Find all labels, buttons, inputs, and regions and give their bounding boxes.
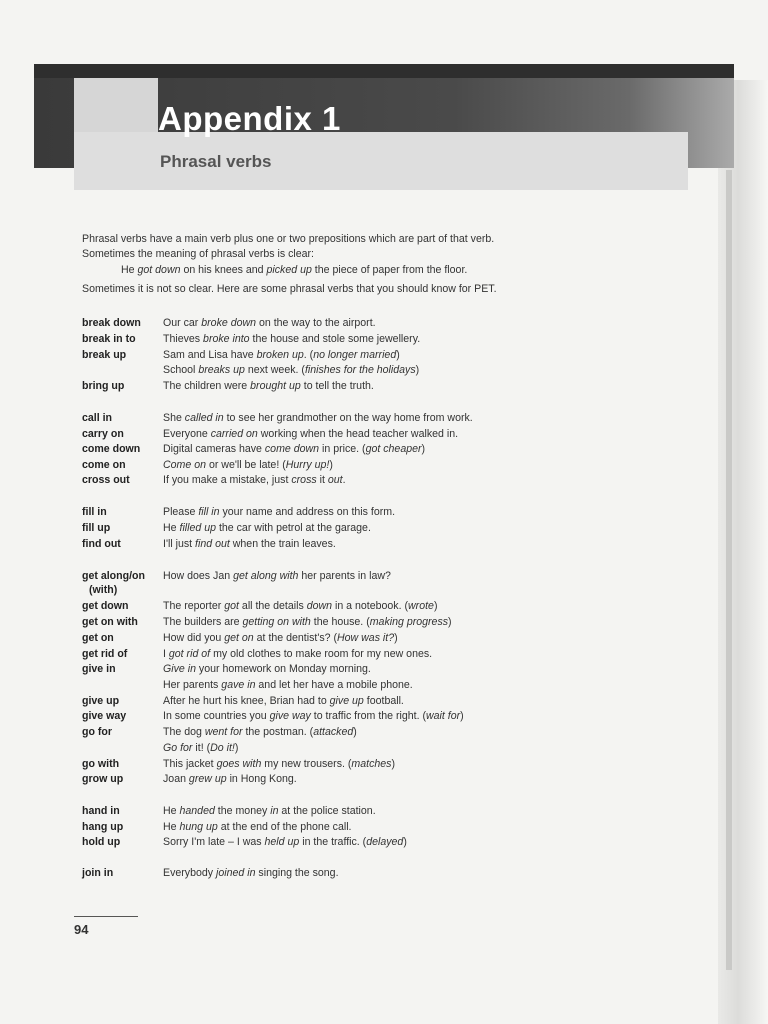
phrasal-verb-example xyxy=(163,803,376,819)
example-italic-text: matches xyxy=(351,758,392,770)
example-text: ) xyxy=(396,349,400,361)
example-text: I'll just xyxy=(163,538,196,550)
phrasal-verb-example xyxy=(163,347,400,363)
example-italic-text: Do it! xyxy=(210,742,235,754)
page-title: Appendix 1 xyxy=(158,100,341,137)
example-italic-text: went for xyxy=(204,726,243,738)
list-item xyxy=(82,347,722,363)
example-italic-text: hung up xyxy=(179,821,218,833)
example-text: ) xyxy=(460,710,464,722)
example-text: The builders are xyxy=(163,616,243,628)
example-text: singing the song. xyxy=(255,867,339,879)
phrasal-verb-example xyxy=(163,677,413,693)
page-number: 94 xyxy=(74,922,89,937)
example-text: ) xyxy=(394,632,398,644)
example-text: ) xyxy=(403,836,407,848)
phrasal-verb-example xyxy=(163,724,357,740)
example-text: in the traffic. ( xyxy=(299,836,367,848)
list-item xyxy=(82,520,722,536)
list-item xyxy=(82,536,722,552)
example-text: Joan xyxy=(163,773,189,785)
example-text: In some countries you xyxy=(163,710,270,722)
phrasal-verb-example xyxy=(163,362,419,378)
list-item xyxy=(82,803,722,819)
phrasal-verb-example xyxy=(163,661,371,677)
phrasal-verb-term: get rid of xyxy=(82,648,128,660)
example-text: Sam and Lisa have xyxy=(163,349,257,361)
intro-example-sentence xyxy=(82,263,702,278)
example-text: Thieves xyxy=(163,333,204,345)
example-italic-text: finishes for the holidays xyxy=(304,364,416,376)
phrasal-verb-term: give up xyxy=(82,695,120,707)
example-text: ) xyxy=(448,616,452,628)
list-item xyxy=(82,457,722,473)
example-italic-text: gave in xyxy=(221,679,256,691)
phrasal-verb-term: (with) xyxy=(89,584,118,596)
example-text: After he hurt his knee, Brian had to xyxy=(163,695,330,707)
example-text: He xyxy=(163,821,180,833)
example-text: . ( xyxy=(303,349,314,361)
example-text: the house. ( xyxy=(310,616,370,628)
example-text: my new trousers. ( xyxy=(261,758,352,770)
phrasal-verb-example xyxy=(163,315,376,331)
intro-line-2: Sometimes the meaning of phrasal verbs is clear: xyxy=(82,248,314,261)
phrasal-verb-example xyxy=(163,410,473,426)
example-text: in price. ( xyxy=(319,443,366,455)
example-text: He xyxy=(163,805,180,817)
example-italic-text: carried on xyxy=(210,428,258,440)
example-text: ) xyxy=(415,364,420,376)
example-italic-text: wrote xyxy=(408,600,434,612)
example-text: He xyxy=(121,263,138,276)
example-italic-text: called in xyxy=(184,412,224,424)
page-edge-line xyxy=(726,170,732,970)
example-italic-text: Give in xyxy=(163,663,196,675)
example-italic-text: get along with xyxy=(233,570,299,582)
example-italic-text: broken up xyxy=(256,349,304,361)
example-italic-text: grew up xyxy=(188,773,227,785)
list-item xyxy=(82,661,722,677)
example-text: to traffic from the right. ( xyxy=(310,710,427,722)
phrasal-verb-example xyxy=(163,771,297,787)
example-italic-text: come down xyxy=(264,443,320,455)
example-text: football. xyxy=(363,695,404,707)
example-text: If you make a mistake, just xyxy=(163,474,292,486)
phrasal-verb-example xyxy=(163,536,336,552)
example-text: all the details xyxy=(238,600,307,612)
example-italic-text: getting on with xyxy=(242,616,311,628)
example-text: Everyone xyxy=(163,428,211,440)
example-text: He xyxy=(163,522,180,534)
phrasal-verb-example xyxy=(163,457,333,473)
example-text: ) xyxy=(433,600,438,612)
list-item xyxy=(82,378,722,394)
phrasal-verb-example xyxy=(163,834,407,850)
example-text: Sorry I'm late – I was xyxy=(163,836,265,848)
example-text: How does Jan xyxy=(163,570,234,582)
phrasal-verb-term: give way xyxy=(82,710,127,722)
example-text: Digital cameras have xyxy=(163,443,265,455)
example-text: the piece of paper from the floor. xyxy=(311,263,468,276)
example-text: ) xyxy=(329,459,333,471)
list-item xyxy=(82,708,722,724)
example-text: at the end of the phone call. xyxy=(217,821,352,833)
phrasal-verb-example xyxy=(163,708,464,724)
example-italic-text: Go for xyxy=(163,742,193,754)
example-text: I xyxy=(163,648,169,660)
phrasal-verb-example xyxy=(163,614,452,630)
phrasal-verb-term: break down xyxy=(82,317,141,329)
example-italic-text: wait for xyxy=(426,710,461,722)
example-text: ) xyxy=(234,742,239,754)
example-text: on the way to the airport. xyxy=(256,317,376,329)
phrasal-verb-example xyxy=(163,598,437,614)
example-text: your name and address on this form. xyxy=(219,506,396,518)
header-top-strip xyxy=(34,64,734,78)
phrasal-verb-example xyxy=(163,331,420,347)
list-item xyxy=(82,693,722,709)
example-italic-text: attacked xyxy=(313,726,354,738)
example-italic-text: no longer married xyxy=(313,349,397,361)
list-item xyxy=(82,614,722,630)
phrasal-verb-term: break in to xyxy=(82,333,136,345)
example-italic-text: got cheaper xyxy=(365,443,422,455)
phrasal-verb-term: grow up xyxy=(82,773,124,785)
phrasal-verb-example xyxy=(163,740,238,756)
phrasal-verb-example xyxy=(163,693,404,709)
example-text: Our car xyxy=(163,317,202,329)
phrasal-verb-term: get on with xyxy=(82,616,138,628)
phrasal-verb-term: fill up xyxy=(82,522,111,534)
example-italic-text: handed xyxy=(179,805,215,817)
phrasal-verb-term: give in xyxy=(82,663,116,675)
example-text: working when the head teacher walked in. xyxy=(257,428,459,440)
example-text: to see her grandmother on the way home from work. xyxy=(223,412,473,424)
example-text: it! ( xyxy=(192,742,211,754)
phrasal-verb-term: cross out xyxy=(82,474,130,486)
example-italic-text: making progress xyxy=(369,616,449,628)
example-italic-text: Come on xyxy=(163,459,206,471)
example-text: . xyxy=(342,474,346,486)
list-item xyxy=(82,598,722,614)
phrasal-verb-term: get along/on xyxy=(82,570,145,582)
example-text: your homework on Monday morning. xyxy=(195,663,371,675)
list-item xyxy=(82,472,722,488)
example-italic-text: held up xyxy=(264,836,300,848)
phrasal-verb-term: fill in xyxy=(82,506,107,518)
example-text: ) xyxy=(353,726,357,738)
example-italic-text: broke into xyxy=(203,333,250,345)
list-item xyxy=(82,756,722,772)
example-italic-text: joined in xyxy=(216,867,256,879)
example-text: my old clothes to make room for my new ones. xyxy=(210,648,433,660)
example-text: School xyxy=(163,364,199,376)
footer-rule xyxy=(74,916,138,917)
list-item xyxy=(82,834,722,850)
phrasal-verb-example xyxy=(163,819,352,835)
example-italic-text: in xyxy=(270,805,279,817)
example-text: Her parents xyxy=(163,679,222,691)
phrasal-verb-term: come down xyxy=(82,443,141,455)
list-item xyxy=(82,315,722,331)
list-item xyxy=(82,865,722,881)
phrasal-verb-term: find out xyxy=(82,538,121,550)
list-item xyxy=(82,362,722,378)
example-italic-text: give up xyxy=(329,695,364,707)
example-italic-text: out xyxy=(327,474,343,486)
phrasal-verb-example xyxy=(163,865,339,881)
example-text: Everybody xyxy=(163,867,216,879)
example-text: the house and stole some jewellery. xyxy=(249,333,421,345)
list-item xyxy=(82,740,722,756)
example-text: her parents in law? xyxy=(298,570,391,582)
example-italic-text: get on xyxy=(224,632,254,644)
example-italic-text: breaks up xyxy=(198,364,245,376)
example-italic-text: broke down xyxy=(201,317,257,329)
phrasal-verb-example xyxy=(163,630,398,646)
list-item xyxy=(82,582,722,598)
example-italic-text: find out xyxy=(195,538,230,550)
example-text: This jacket xyxy=(163,758,217,770)
phrasal-verb-example xyxy=(163,426,458,442)
example-italic-text: Hurry up! xyxy=(285,459,330,471)
example-text: and let her have a mobile phone. xyxy=(255,679,413,691)
phrasal-verb-term: hold up xyxy=(82,836,121,848)
example-text: it xyxy=(316,474,328,486)
phrasal-verb-term: go with xyxy=(82,758,120,770)
example-text: in Hong Kong. xyxy=(226,773,297,785)
intro-text xyxy=(82,232,702,298)
phrasal-verb-example xyxy=(163,441,425,457)
example-text: The reporter xyxy=(163,600,225,612)
phrasal-verb-term: hand in xyxy=(82,805,120,817)
example-text: to tell the truth. xyxy=(300,380,374,392)
intro-line-1: Phrasal verbs have a main verb plus one or two prepositions which are part of that verb. xyxy=(82,233,495,245)
example-text: the money xyxy=(214,805,271,817)
example-italic-text: brought up xyxy=(250,380,301,392)
example-text: next week. ( xyxy=(244,364,305,376)
list-item xyxy=(82,331,722,347)
example-text: the postman. ( xyxy=(242,726,314,738)
example-text: ) xyxy=(391,758,395,770)
page-subtitle: Phrasal verbs xyxy=(160,152,272,171)
example-text: or we'll be late! ( xyxy=(206,459,286,471)
phrasal-verb-example xyxy=(163,378,374,394)
list-item xyxy=(82,677,722,693)
phrasal-verb-example xyxy=(163,520,371,536)
example-italic-text: cross xyxy=(291,474,317,486)
list-item xyxy=(82,646,722,662)
intro-line-3: Sometimes it is not so clear. Here are some phrasal verbs that you should know for PET. xyxy=(82,283,497,296)
list-item xyxy=(82,819,722,835)
example-italic-text: How was it? xyxy=(337,632,395,644)
phrasal-verb-term: hang up xyxy=(82,821,124,833)
phrasal-verb-term: call in xyxy=(82,412,113,424)
list-item xyxy=(82,410,722,426)
list-item xyxy=(82,771,722,787)
example-text: at the dentist's? ( xyxy=(253,632,338,644)
example-text: How did you xyxy=(163,632,225,644)
phrasal-verb-term: bring up xyxy=(82,380,125,392)
example-italic-text: picked up xyxy=(266,263,312,276)
list-item xyxy=(82,504,722,520)
phrasal-verb-term: come on xyxy=(82,459,126,471)
phrasal-verb-example xyxy=(163,646,432,662)
example-italic-text: got xyxy=(224,600,239,612)
phrasal-verb-example xyxy=(163,756,395,772)
example-italic-text: got down xyxy=(137,263,181,276)
example-text: at the police station. xyxy=(278,805,376,817)
phrasal-verb-term: go for xyxy=(82,726,113,738)
example-text: when the train leaves. xyxy=(229,538,336,550)
phrasal-verb-term: carry on xyxy=(82,428,124,440)
example-italic-text: got rid of xyxy=(168,648,211,660)
example-italic-text: give way xyxy=(269,710,311,722)
example-text: ) xyxy=(421,443,426,455)
example-italic-text: goes with xyxy=(216,758,262,770)
example-italic-text: filled up xyxy=(179,522,217,534)
example-text: in a notebook. ( xyxy=(332,600,409,612)
phrasal-verb-example xyxy=(163,504,395,520)
example-text: The children were xyxy=(163,380,251,392)
list-item xyxy=(82,630,722,646)
list-item xyxy=(82,426,722,442)
example-text: on his knees and xyxy=(180,263,267,276)
phrasal-verb-term: join in xyxy=(82,867,114,879)
example-text: The dog xyxy=(163,726,205,738)
example-italic-text: delayed xyxy=(366,836,404,848)
list-item xyxy=(82,441,722,457)
example-text: the car with petrol at the garage. xyxy=(216,522,371,534)
phrasal-verb-example xyxy=(163,472,346,488)
example-italic-text: fill in xyxy=(198,506,220,518)
example-text: She xyxy=(163,412,185,424)
list-item xyxy=(82,724,722,740)
phrasal-verb-term: get on xyxy=(82,632,114,644)
example-text: Please xyxy=(163,506,199,518)
phrasal-verb-term: break up xyxy=(82,349,127,361)
example-italic-text: down xyxy=(306,600,333,612)
phrasal-verb-term: get down xyxy=(82,600,129,612)
